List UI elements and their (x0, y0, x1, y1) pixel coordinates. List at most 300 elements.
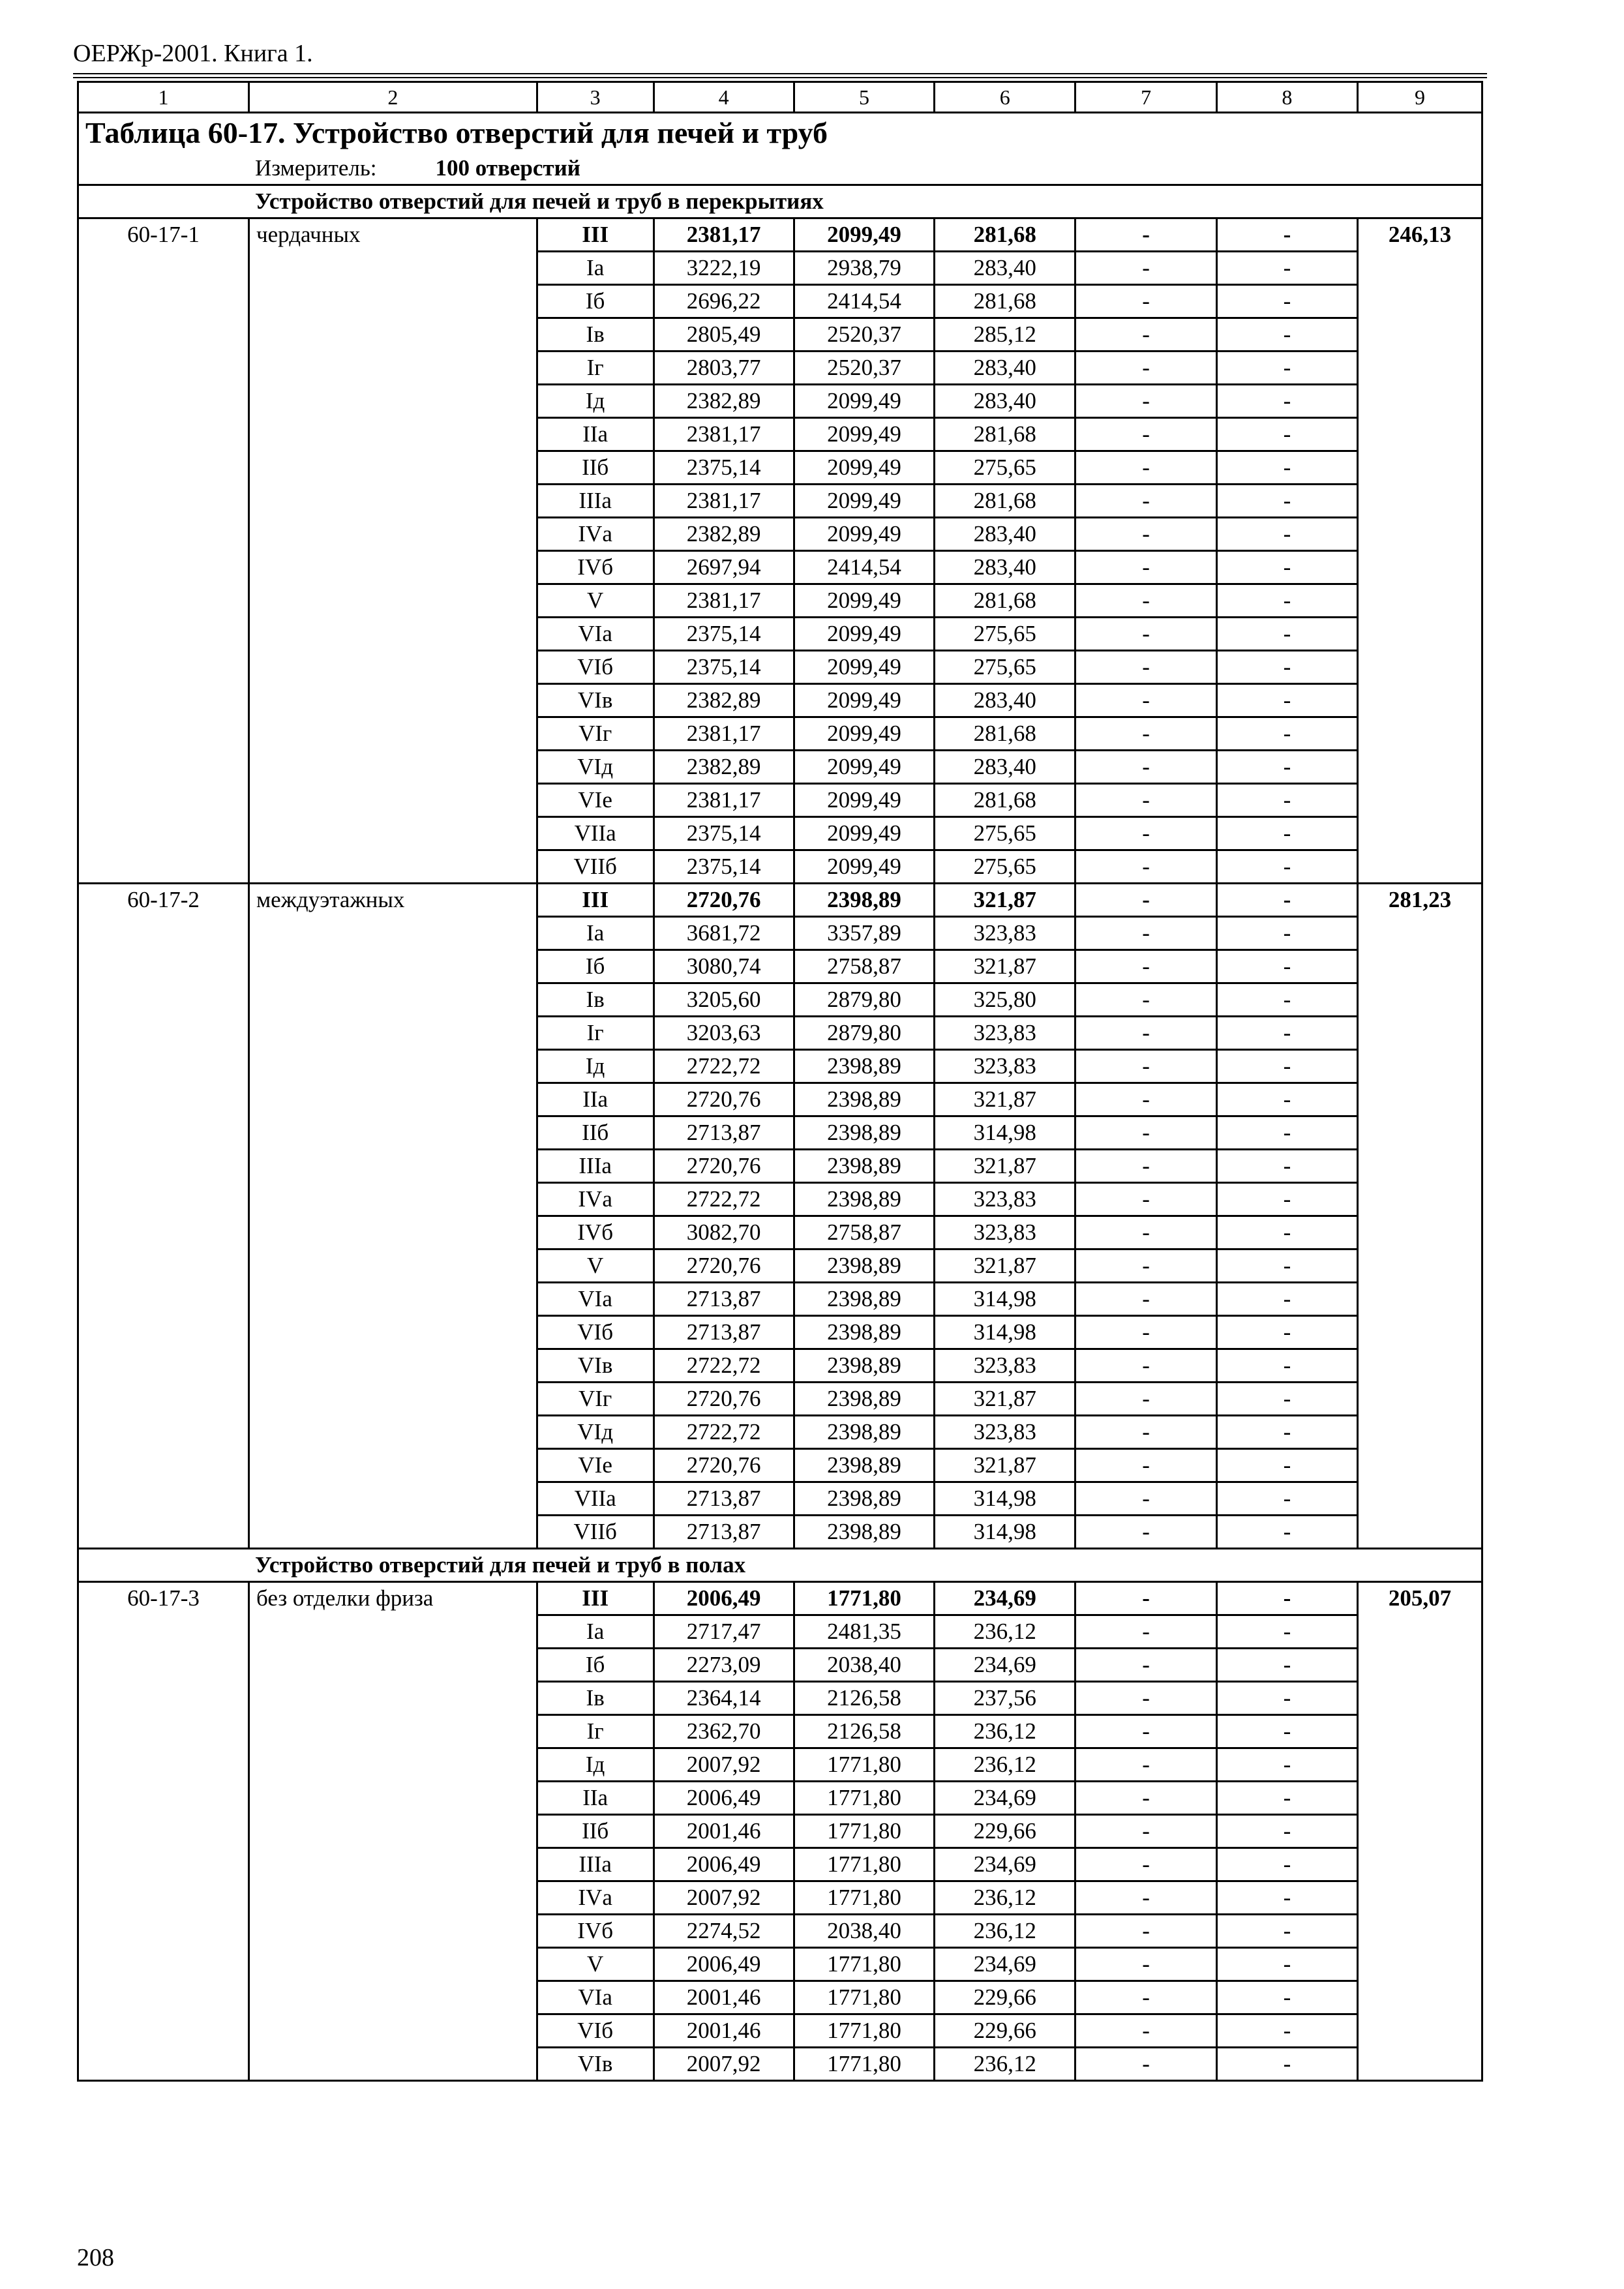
table-row (78, 1582, 1482, 1615)
column-number: 6 (935, 82, 1075, 113)
value-cell: - (1216, 551, 1357, 584)
value-cell: 2381,17 (654, 485, 794, 518)
value-cell: - (1075, 717, 1216, 751)
zone-cell: Iв (537, 318, 654, 352)
zone-cell: IIIа (537, 1848, 654, 1881)
value-cell: 2382,89 (654, 684, 794, 717)
value-cell: 2720,76 (654, 884, 794, 917)
unit-value: 100 отверстий (435, 155, 580, 181)
value-cell: 323,83 (935, 1216, 1075, 1249)
value-cell: - (1075, 618, 1216, 651)
zone-cell: IIб (537, 451, 654, 485)
value-cell: 234,69 (935, 1848, 1075, 1881)
zone-cell: III (537, 218, 654, 252)
value-cell: - (1216, 1516, 1357, 1549)
value-cell: 3082,70 (654, 1216, 794, 1249)
value-cell: 229,66 (935, 2014, 1075, 2048)
header-rule (73, 73, 1487, 74)
zone-cell: VIв (537, 684, 654, 717)
value-cell: - (1075, 2048, 1216, 2081)
value-cell: 2001,46 (654, 1815, 794, 1848)
value-cell: - (1075, 950, 1216, 983)
value-cell: 323,83 (935, 1050, 1075, 1083)
value-cell: - (1075, 1649, 1216, 1682)
page-number: 208 (77, 2244, 114, 2271)
value-cell: - (1216, 1050, 1357, 1083)
value-cell: 2001,46 (654, 1981, 794, 2014)
value-cell: 2364,14 (654, 1682, 794, 1715)
value-cell: 2414,54 (794, 551, 934, 584)
value-cell: 2381,17 (654, 584, 794, 618)
value-cell: 281,68 (935, 717, 1075, 751)
value-cell: 229,66 (935, 1815, 1075, 1848)
value-cell: 2520,37 (794, 352, 934, 385)
value-cell: - (1216, 1449, 1357, 1482)
zone-cell: VIг (537, 717, 654, 751)
value-cell: 2006,49 (654, 1848, 794, 1881)
value-cell: 2720,76 (654, 1383, 794, 1416)
value-cell: - (1075, 1815, 1216, 1848)
value-cell: 323,83 (935, 1349, 1075, 1383)
value-cell: - (1075, 850, 1216, 884)
value-cell: - (1075, 418, 1216, 451)
section-title: Устройство отверстий для печей и труб в перекрытиях (78, 185, 1482, 218)
value-cell: 1771,80 (794, 1981, 934, 2014)
value-cell: 2879,80 (794, 983, 934, 1017)
zone-cell: V (537, 1948, 654, 1981)
value-cell: - (1216, 318, 1357, 352)
value-cell: 2398,89 (794, 1050, 934, 1083)
zone-cell: Iг (537, 1715, 654, 1748)
value-cell: - (1216, 2048, 1357, 2081)
value-cell: 2001,46 (654, 2014, 794, 2048)
title-row (78, 113, 1482, 153)
value-cell: 314,98 (935, 1283, 1075, 1316)
value-cell: 283,40 (935, 551, 1075, 584)
value-cell: - (1216, 784, 1357, 817)
value-cell: 314,98 (935, 1116, 1075, 1150)
value-cell: 2375,14 (654, 451, 794, 485)
value-cell: 229,66 (935, 1981, 1075, 2014)
value-cell: 3205,60 (654, 983, 794, 1017)
column-number-row (78, 82, 1482, 113)
column-number: 3 (537, 82, 654, 113)
value-cell: - (1075, 252, 1216, 285)
value-cell: - (1075, 1116, 1216, 1150)
zone-cell: Iа (537, 1615, 654, 1649)
value-cell: - (1216, 1283, 1357, 1316)
value-cell: - (1216, 252, 1357, 285)
value-cell: - (1075, 1050, 1216, 1083)
value-cell: 3681,72 (654, 917, 794, 950)
value-cell: 2375,14 (654, 618, 794, 651)
zone-cell: IVб (537, 1915, 654, 1948)
value-cell: 325,80 (935, 983, 1075, 1017)
value-cell: 2006,49 (654, 1782, 794, 1815)
value-cell: - (1075, 884, 1216, 917)
zone-cell: VIд (537, 751, 654, 784)
value-cell: 2099,49 (794, 618, 934, 651)
value-cell: - (1216, 1915, 1357, 1948)
zone-cell: VIв (537, 2048, 654, 2081)
zone-cell: VIд (537, 1416, 654, 1449)
value-cell: 2099,49 (794, 385, 934, 418)
value-cell: 236,12 (935, 2048, 1075, 2081)
value-cell: 283,40 (935, 252, 1075, 285)
value-cell: - (1075, 1516, 1216, 1549)
value-cell: - (1075, 917, 1216, 950)
value-cell: - (1075, 684, 1216, 717)
zone-cell: VIIа (537, 1482, 654, 1516)
value-cell: 2713,87 (654, 1516, 794, 1549)
value-cell: - (1216, 1582, 1357, 1615)
value-cell: - (1216, 1649, 1357, 1682)
price-table (77, 81, 1483, 2082)
item-code: 60-17-3 (78, 1582, 249, 2081)
zone-cell: Iб (537, 950, 654, 983)
unit-label: Измеритель: (255, 155, 377, 181)
value-cell: - (1216, 1881, 1357, 1915)
value-cell: 283,40 (935, 518, 1075, 551)
value-cell: - (1216, 352, 1357, 385)
value-cell: 2697,94 (654, 551, 794, 584)
zone-cell: IVа (537, 518, 654, 551)
value-cell: 236,12 (935, 1881, 1075, 1915)
value-cell: 283,40 (935, 352, 1075, 385)
zone-cell: Iг (537, 352, 654, 385)
value-cell: 285,12 (935, 318, 1075, 352)
value-cell: - (1075, 1615, 1216, 1649)
value-cell: 1771,80 (794, 1582, 934, 1615)
value-cell: - (1075, 1283, 1216, 1316)
value-cell: 2398,89 (794, 1316, 934, 1349)
value-cell: 314,98 (935, 1482, 1075, 1516)
value-cell: - (1075, 1948, 1216, 1981)
value-cell: 2099,49 (794, 684, 934, 717)
value-cell: - (1216, 451, 1357, 485)
value-cell: - (1075, 451, 1216, 485)
value-cell: 2007,92 (654, 2048, 794, 2081)
value-cell: - (1216, 751, 1357, 784)
value-cell: 283,40 (935, 751, 1075, 784)
value-cell: - (1075, 1416, 1216, 1449)
zone-cell: Iв (537, 1682, 654, 1715)
value-cell: - (1216, 1216, 1357, 1249)
zone-cell: VIб (537, 2014, 654, 2048)
table-row (78, 218, 1482, 252)
zone-cell: VIIб (537, 850, 654, 884)
value-cell: 2398,89 (794, 1249, 934, 1283)
value-cell: - (1075, 1582, 1216, 1615)
value-cell: 2696,22 (654, 285, 794, 318)
value-cell: 2381,17 (654, 418, 794, 451)
value-cell: 2274,52 (654, 1915, 794, 1948)
value-cell: - (1216, 285, 1357, 318)
value-cell: 3203,63 (654, 1017, 794, 1050)
zone-cell: VIа (537, 1283, 654, 1316)
value-cell: 1771,80 (794, 2048, 934, 2081)
value-cell: - (1075, 1981, 1216, 2014)
value-cell: 2099,49 (794, 751, 934, 784)
value-cell: 2099,49 (794, 817, 934, 850)
value-cell: 2007,92 (654, 1881, 794, 1915)
value-cell: - (1075, 817, 1216, 850)
value-cell: 2720,76 (654, 1083, 794, 1116)
value-cell: - (1216, 1748, 1357, 1782)
value-cell: - (1075, 784, 1216, 817)
value-cell: 2126,58 (794, 1682, 934, 1715)
column-number: 4 (654, 82, 794, 113)
value-cell: - (1216, 1383, 1357, 1416)
value-cell: 321,87 (935, 1249, 1075, 1283)
value-cell: - (1216, 1482, 1357, 1516)
value-cell: 2006,49 (654, 1948, 794, 1981)
value-cell: - (1216, 850, 1357, 884)
value-cell: - (1075, 1383, 1216, 1416)
value-cell: - (1075, 1682, 1216, 1715)
value-cell: - (1216, 717, 1357, 751)
value-cell: 234,69 (935, 1782, 1075, 1815)
value-cell: - (1216, 1183, 1357, 1216)
value-cell: 234,69 (935, 1582, 1075, 1615)
zone-cell: Iг (537, 1017, 654, 1050)
value-cell: - (1075, 2014, 1216, 2048)
value-cell: 321,87 (935, 1150, 1075, 1183)
value-cell: 2720,76 (654, 1249, 794, 1283)
value-cell: 2382,89 (654, 518, 794, 551)
value-cell: 281,68 (935, 784, 1075, 817)
value-cell: 2099,49 (794, 584, 934, 618)
value-cell: 283,40 (935, 385, 1075, 418)
value-cell: 2398,89 (794, 1150, 934, 1183)
value-cell: 236,12 (935, 1615, 1075, 1649)
value-cell: 314,98 (935, 1316, 1075, 1349)
table-title: Таблица 60-17. Устройство отверстий для печей и труб (78, 113, 1482, 153)
value-cell: - (1216, 917, 1357, 950)
value-cell: 2398,89 (794, 1349, 934, 1383)
value-cell: - (1216, 1349, 1357, 1383)
value-cell: 2481,35 (794, 1615, 934, 1649)
value-cell: 2381,17 (654, 784, 794, 817)
value-cell: 2362,70 (654, 1715, 794, 1748)
value-cell: 2038,40 (794, 1915, 934, 1948)
zone-cell: Iд (537, 385, 654, 418)
column-number: 5 (794, 82, 934, 113)
header-rule-double (73, 77, 1487, 78)
value-cell: - (1216, 1715, 1357, 1748)
value-cell: - (1216, 485, 1357, 518)
zone-cell: VIа (537, 1981, 654, 2014)
column-number: 8 (1216, 82, 1357, 113)
item-name: без отделки фриза (249, 1582, 537, 2081)
zone-cell: IIа (537, 1083, 654, 1116)
value-cell: - (1216, 1083, 1357, 1116)
value-cell: 321,87 (935, 1383, 1075, 1416)
zone-cell: VIIб (537, 1516, 654, 1549)
item-name: чердачных (249, 218, 537, 884)
value-cell: 2375,14 (654, 817, 794, 850)
value-cell: - (1216, 1249, 1357, 1283)
value-cell: 2398,89 (794, 1482, 934, 1516)
zone-cell: V (537, 1249, 654, 1283)
value-cell: 2722,72 (654, 1349, 794, 1383)
value-cell: - (1075, 1782, 1216, 1815)
value-cell: - (1075, 983, 1216, 1017)
value-cell: 2414,54 (794, 285, 934, 318)
value-cell: - (1075, 1748, 1216, 1782)
value-cell: 2099,49 (794, 518, 934, 551)
value-cell: 2722,72 (654, 1183, 794, 1216)
value-cell: - (1216, 1416, 1357, 1449)
value-cell: 2713,87 (654, 1116, 794, 1150)
value-cell: - (1075, 1183, 1216, 1216)
value-cell: 2717,47 (654, 1615, 794, 1649)
value-cell: 2713,87 (654, 1316, 794, 1349)
zone-cell: VIе (537, 784, 654, 817)
value-cell: 2398,89 (794, 1183, 934, 1216)
value-cell: - (1216, 1782, 1357, 1815)
value-cell: 2722,72 (654, 1050, 794, 1083)
value-cell: 323,83 (935, 1017, 1075, 1050)
value-cell: - (1216, 684, 1357, 717)
zone-cell: III (537, 884, 654, 917)
value-cell: 2398,89 (794, 884, 934, 917)
page-header: ОЕРЖр-2001. Книга 1. (73, 40, 313, 67)
value-cell: - (1216, 1815, 1357, 1848)
value-cell: 234,69 (935, 1649, 1075, 1682)
value-cell: 2713,87 (654, 1482, 794, 1516)
value-cell: - (1216, 1316, 1357, 1349)
value-cell: - (1216, 218, 1357, 252)
value-cell: - (1216, 1848, 1357, 1881)
zone-cell: VIг (537, 1383, 654, 1416)
value-cell: 2099,49 (794, 651, 934, 684)
value-cell: - (1075, 1715, 1216, 1748)
value-cell: 1771,80 (794, 2014, 934, 2048)
value-cell: - (1216, 1150, 1357, 1183)
value-cell: - (1216, 1017, 1357, 1050)
zone-cell: IVа (537, 1881, 654, 1915)
value-cell: - (1075, 551, 1216, 584)
zone-cell: IVб (537, 551, 654, 584)
value-cell: 2803,77 (654, 352, 794, 385)
value-cell: 323,83 (935, 1183, 1075, 1216)
value-cell: - (1216, 1948, 1357, 1981)
zone-cell: Iб (537, 285, 654, 318)
value-cell: 281,68 (935, 485, 1075, 518)
column-number: 7 (1075, 82, 1216, 113)
value-cell: - (1216, 884, 1357, 917)
value-cell: 2099,49 (794, 850, 934, 884)
unit-line (78, 153, 1482, 185)
value-cell: - (1216, 385, 1357, 418)
value-cell: 275,65 (935, 618, 1075, 651)
column-number: 9 (1358, 82, 1482, 113)
value-cell: 323,83 (935, 1416, 1075, 1449)
value-cell: 2758,87 (794, 1216, 934, 1249)
value-cell: 2126,58 (794, 1715, 934, 1748)
zone-cell: IVа (537, 1183, 654, 1216)
value-cell: - (1075, 1848, 1216, 1881)
zone-cell: VIв (537, 1349, 654, 1383)
zone-cell: VIб (537, 651, 654, 684)
value-cell: - (1216, 418, 1357, 451)
value-cell: 2375,14 (654, 850, 794, 884)
value-cell: 2713,87 (654, 1283, 794, 1316)
value-cell: 2938,79 (794, 252, 934, 285)
value-cell: - (1075, 1216, 1216, 1249)
value-cell: - (1075, 1017, 1216, 1050)
zone-cell: Iа (537, 252, 654, 285)
value-cell: 281,68 (935, 584, 1075, 618)
value-cell: 2398,89 (794, 1083, 934, 1116)
value-cell: - (1075, 1482, 1216, 1516)
value-cell: 283,40 (935, 684, 1075, 717)
zone-cell: Iв (537, 983, 654, 1017)
item-code: 60-17-1 (78, 218, 249, 884)
value-cell: 2006,49 (654, 1582, 794, 1615)
section-row (78, 185, 1482, 218)
value-cell: 1771,80 (794, 1881, 934, 1915)
value-cell: 2381,17 (654, 218, 794, 252)
value-cell: - (1216, 1615, 1357, 1649)
value-cell: 2520,37 (794, 318, 934, 352)
value-cell: - (1075, 1349, 1216, 1383)
value-cell: 281,68 (935, 418, 1075, 451)
value-cell: - (1075, 1881, 1216, 1915)
value-cell: 2382,89 (654, 385, 794, 418)
value-cell: 234,69 (935, 1948, 1075, 1981)
value-cell: 275,65 (935, 850, 1075, 884)
value-cell: 2398,89 (794, 1283, 934, 1316)
value-cell: 321,87 (935, 884, 1075, 917)
zone-cell: Iд (537, 1050, 654, 1083)
value-cell: - (1216, 983, 1357, 1017)
value-cell: - (1075, 1083, 1216, 1116)
item-col9-value: 281,23 (1358, 884, 1482, 1549)
value-cell: - (1075, 218, 1216, 252)
value-cell: - (1075, 285, 1216, 318)
value-cell: - (1075, 1316, 1216, 1349)
value-cell: - (1075, 485, 1216, 518)
zone-cell: VIа (537, 618, 654, 651)
value-cell: 2398,89 (794, 1516, 934, 1549)
zone-cell: VIб (537, 1316, 654, 1349)
zone-cell: IIб (537, 1116, 654, 1150)
value-cell: - (1075, 352, 1216, 385)
value-cell: 321,87 (935, 1083, 1075, 1116)
value-cell: 2398,89 (794, 1416, 934, 1449)
value-cell: 2805,49 (654, 318, 794, 352)
value-cell: 314,98 (935, 1516, 1075, 1549)
zone-cell: Iа (537, 917, 654, 950)
value-cell: 2273,09 (654, 1649, 794, 1682)
value-cell: - (1216, 1981, 1357, 2014)
value-cell: - (1075, 1249, 1216, 1283)
value-cell: 236,12 (935, 1715, 1075, 1748)
value-cell: 2099,49 (794, 218, 934, 252)
value-cell: - (1075, 1915, 1216, 1948)
item-name: междуэтажных (249, 884, 537, 1549)
value-cell: - (1075, 651, 1216, 684)
zone-cell: III (537, 1582, 654, 1615)
zone-cell: IIIа (537, 485, 654, 518)
value-cell: 2720,76 (654, 1150, 794, 1183)
zone-cell: Iд (537, 1748, 654, 1782)
value-cell: - (1216, 1682, 1357, 1715)
unit-row (78, 153, 1482, 185)
value-cell: 2038,40 (794, 1649, 934, 1682)
